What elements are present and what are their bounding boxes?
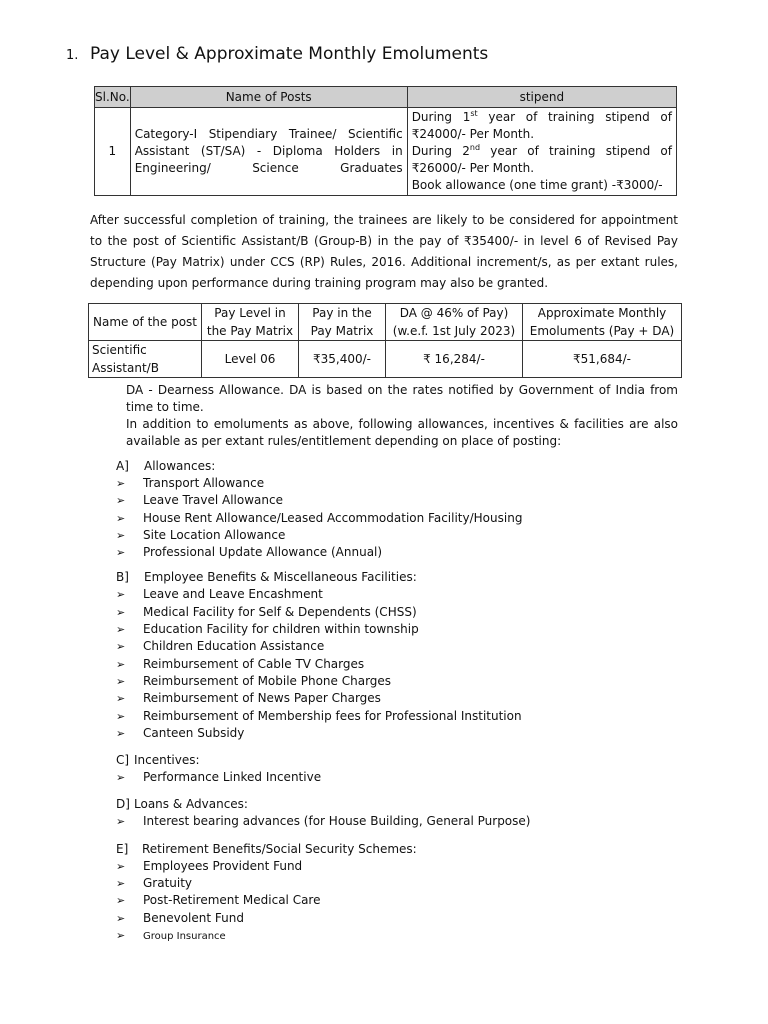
list-item-text: Leave Travel Allowance	[143, 493, 283, 508]
list-item-text: Gratuity	[143, 876, 193, 891]
table-header-row	[95, 87, 677, 108]
training-paragraph: After successful completion of training, the trainees are likely to be considered for appointment to the post of Scientific Assistant/B (Group-B) in the pay of ₹35400/- in level 6 of Revised Pay Structure (Pay Matrix) under CCS (RP) Rules, 2016. Additional increment/s, as per extant rules, depending upon performance during training program may also be granted.	[90, 213, 678, 290]
section-e	[116, 841, 676, 944]
list-item-text: Reimbursement of Cable TV Charges	[143, 656, 365, 671]
cell-slno: 1	[95, 108, 131, 196]
section-e-key: E]	[116, 841, 129, 856]
stipend-year1	[412, 109, 672, 143]
arrow-bullet-icon: ➢	[116, 815, 126, 829]
list-item	[116, 875, 676, 892]
list-item	[116, 544, 676, 561]
section-title: Pay Level & Approximate Monthly Emoluments	[90, 44, 489, 64]
cell-stipend	[407, 108, 676, 196]
arrow-bullet-icon: ➢	[116, 726, 126, 740]
section-a-key: A]	[116, 459, 129, 473]
list-item-text: Transport Allowance	[143, 476, 265, 490]
section-c-key: C]	[116, 753, 130, 768]
list-item	[116, 656, 676, 673]
list-item	[116, 492, 676, 509]
list-item-text: Performance Linked Incentive	[143, 770, 322, 785]
cell-pay: ₹35,400/-	[299, 341, 386, 378]
arrow-bullet-icon: ➢	[116, 928, 126, 942]
table-row	[95, 108, 677, 196]
col-header-da: DA @ 46% of Pay) (w.e.f. 1st July 2023)	[386, 304, 523, 341]
arrow-bullet-icon: ➢	[116, 528, 126, 542]
section-d-key: D]	[116, 797, 130, 812]
stipend-table	[94, 86, 677, 196]
arrow-bullet-icon: ➢	[116, 771, 126, 785]
list-item-text: Post-Retirement Medical Care	[143, 893, 321, 908]
list-item-text: House Rent Allowance/Leased Accommodation Facility/Housing	[143, 510, 523, 525]
table-header-row	[89, 304, 682, 341]
section-e-label: Retirement Benefits/Social Security Schemes:	[142, 841, 417, 856]
stipend-year2-a: During 2	[411, 144, 470, 158]
section-d	[116, 796, 676, 830]
arrow-bullet-icon: ➢	[116, 911, 126, 925]
list-item-text: Education Facility for children within township	[143, 622, 419, 637]
list-item-text: Reimbursement of Mobile Phone Charges	[143, 673, 392, 688]
arrow-bullet-icon: ➢	[116, 605, 126, 619]
section-b-label: Employee Benefits & Miscellaneous Facilities:	[144, 570, 417, 585]
section-b	[116, 569, 676, 742]
arrow-bullet-icon: ➢	[116, 623, 126, 637]
list-item-text: Employees Provident Fund	[143, 858, 303, 873]
col-header-slno: Sl.No.	[95, 87, 131, 108]
arrow-bullet-icon: ➢	[116, 546, 126, 560]
section-d-title	[116, 796, 676, 813]
list-item	[116, 892, 676, 909]
stipend-year1-sup: st	[470, 109, 478, 118]
stipend-year2-b: year of training stipend of ₹26000/- Per Month.	[411, 144, 672, 175]
list-item-text: Children Education Assistance	[143, 639, 325, 654]
list-item	[116, 927, 676, 944]
cell-emoluments: ₹51,684/-	[523, 341, 682, 378]
list-item	[116, 586, 676, 603]
section-b-key: B]	[116, 570, 129, 585]
arrow-bullet-icon: ➢	[116, 511, 126, 525]
list-item	[116, 604, 676, 621]
list-item	[116, 769, 676, 786]
cell-pay-level: Level 06	[202, 341, 299, 378]
col-header-pay-level: Pay Level in the Pay Matrix	[202, 304, 299, 341]
list-item-text: Canteen Subsidy	[143, 725, 245, 740]
list-item-text: Leave and Leave Encashment	[143, 587, 323, 602]
arrow-bullet-icon: ➢	[116, 640, 126, 654]
list-item	[116, 673, 676, 690]
list-item	[116, 708, 676, 725]
section-c-label: Incentives:	[134, 753, 200, 768]
section-b-title	[116, 569, 676, 586]
list-item	[116, 638, 676, 655]
list-item	[116, 510, 676, 527]
arrow-bullet-icon: ➢	[116, 674, 126, 688]
list-item-text: Group Insurance	[143, 930, 226, 942]
arrow-bullet-icon: ➢	[116, 859, 126, 873]
list-item	[116, 910, 676, 927]
list-item-text: Reimbursement of Membership fees for Professional Institution	[143, 708, 522, 723]
list-item	[116, 813, 676, 830]
stipend-year1-b: year of training stipend of ₹24000/- Per Month.	[411, 110, 672, 141]
section-a-title	[116, 458, 676, 475]
section-c-title	[116, 752, 676, 769]
addition-note: In addition to emoluments as above, following allowances, incentives & facilities are also available as per extant rules/entitlement depending on place of posting:	[126, 417, 678, 448]
arrow-bullet-icon: ➢	[116, 692, 126, 706]
book-allowance: Book allowance (one time grant) -₹3000/-	[411, 178, 663, 192]
section-c	[116, 752, 676, 786]
benefit-sections	[116, 458, 676, 952]
arrow-bullet-icon: ➢	[116, 494, 126, 508]
stipend-year2-sup: nd	[469, 143, 481, 152]
list-item-text: Reimbursement of News Paper Charges	[143, 691, 381, 706]
table-row	[89, 341, 682, 378]
cell-da: ₹ 16,284/-	[386, 341, 523, 378]
list-item-text: Site Location Allowance	[143, 527, 286, 542]
cell-post-name: Category-I Stipendiary Trainee/ Scientific Assistant (ST/SA) - Diploma Holders in Engineering/ Science Graduates	[130, 108, 407, 196]
list-item-text: Professional Update Allowance (Annual)	[143, 545, 383, 560]
notes	[126, 382, 678, 450]
arrow-bullet-icon: ➢	[116, 877, 126, 891]
list-item-text: Interest bearing advances (for House Building, General Purpose)	[143, 814, 531, 829]
section-a-label: Allowances:	[144, 459, 216, 473]
da-note: DA - Dearness Allowance. DA is based on the rates notified by Government of India from time to time.	[126, 383, 678, 414]
section-number: 1.	[66, 48, 79, 63]
cell-post: Scientific Assistant/B	[89, 341, 202, 378]
list-item	[116, 725, 676, 742]
arrow-bullet-icon: ➢	[116, 657, 126, 671]
list-item-text: Benevolent Fund	[143, 910, 244, 925]
col-header-pay: Pay in the Pay Matrix	[299, 304, 386, 341]
arrow-bullet-icon: ➢	[116, 588, 126, 602]
arrow-bullet-icon: ➢	[116, 709, 126, 723]
col-header-posts: Name of Posts	[130, 87, 407, 108]
section-e-title	[116, 841, 676, 858]
list-item	[116, 475, 676, 492]
section-heading	[66, 44, 488, 66]
col-header-stipend: stipend	[407, 87, 676, 108]
arrow-bullet-icon: ➢	[116, 477, 126, 490]
section-d-label: Loans & Advances:	[134, 797, 248, 812]
stipend-year1-a: During 1	[411, 110, 471, 124]
list-item-text: Medical Facility for Self & Dependents (CHSS)	[143, 604, 417, 619]
list-item	[116, 858, 676, 875]
col-header-emoluments: Approximate Monthly Emoluments (Pay + DA)	[523, 304, 682, 341]
section-a	[116, 458, 676, 561]
pay-table	[88, 303, 682, 378]
list-item	[116, 690, 676, 707]
list-item	[116, 527, 676, 544]
arrow-bullet-icon: ➢	[116, 894, 126, 908]
col-header-post: Name of the post	[89, 304, 202, 341]
list-item	[116, 621, 676, 638]
stipend-year2	[412, 143, 672, 177]
